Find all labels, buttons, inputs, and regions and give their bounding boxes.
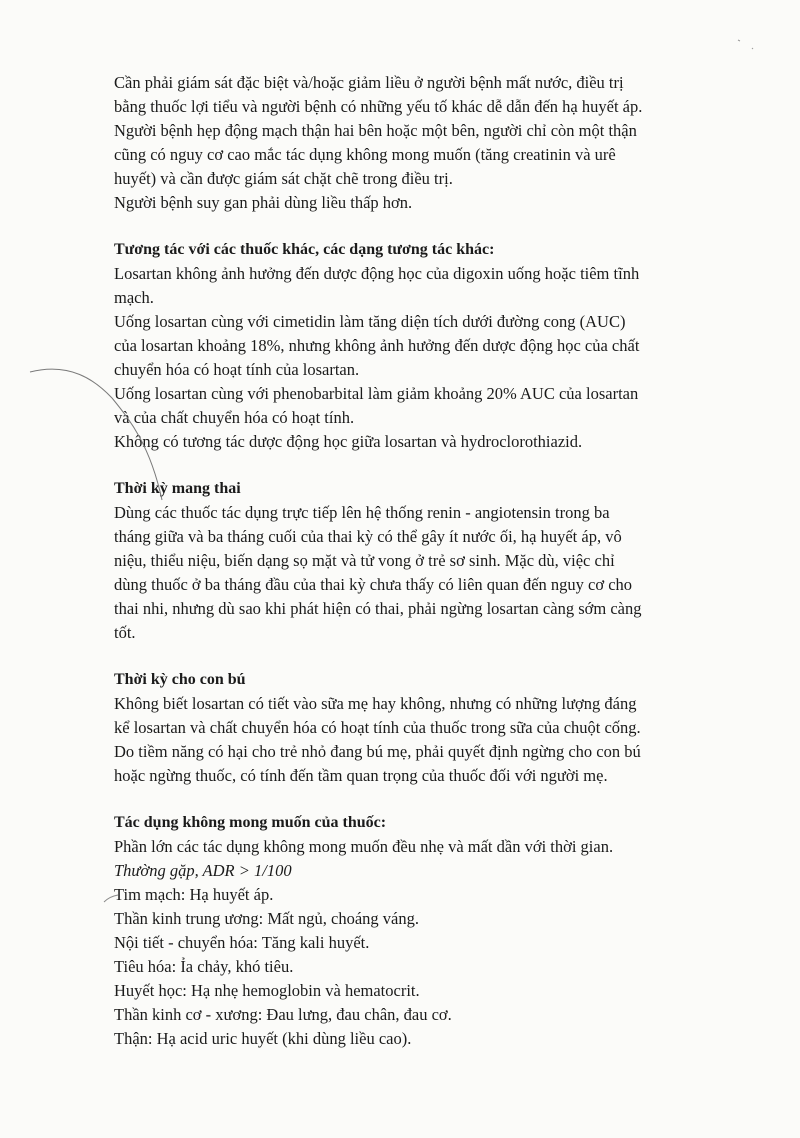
text-line: Do tiềm năng có hại cho trẻ nhỏ đang bú mẹ, phải quyết định ngừng cho con bú — [114, 742, 641, 761]
text-line: Người bệnh hẹp động mạch thận hai bên hoặc một bên, người chỉ còn một thận — [114, 121, 637, 140]
text-line: Không biết losartan có tiết vào sữa mẹ hay không, nhưng có những lượng đáng — [114, 694, 637, 713]
text-line: niệu, thiểu niệu, biến dạng sọ mặt và tử vong ở trẻ sơ sinh. Mặc dù, việc chỉ — [114, 551, 615, 570]
text-line: và của chất chuyển hóa có hoạt tính. — [114, 408, 355, 427]
text-line: mạch. — [114, 288, 154, 307]
text-line: bằng thuốc lợi tiểu và người bệnh có những yếu tố khác dễ dẫn đến hạ huyết áp. — [114, 97, 643, 116]
text-line: Phần lớn các tác dụng không mong muốn đều nhẹ và mất dần với thời gian. — [114, 837, 614, 856]
scan-specks — [738, 40, 753, 49]
section-heading: Tác dụng không mong muốn của thuốc: — [114, 814, 387, 831]
text-line: cũng có nguy cơ cao mắc tác dụng không mong muốn (tăng creatinin và urê — [114, 145, 616, 164]
text-line: hoặc ngừng thuốc, có tính đến tầm quan trọng của thuốc đối với người mẹ. — [114, 766, 608, 785]
text-line: chuyển hóa có hoạt tính của losartan. — [114, 360, 360, 379]
text-line: Uống losartan cùng với cimetidin làm tăng diện tích dưới đường cong (AUC) — [114, 312, 626, 331]
section-heading: Thời kỳ cho con bú — [114, 671, 246, 688]
text-line: dùng thuốc ở ba tháng đầu của thai kỳ chưa thấy có liên quan đến nguy cơ cho — [114, 575, 633, 594]
text-line: Thần kinh trung ương: Mất ngủ, choáng váng. — [114, 909, 419, 928]
text-line: của losartan khoảng 18%, nhưng không ảnh hưởng đến dược động học của chất — [114, 336, 640, 355]
text-line: kể losartan và chất chuyển hóa có hoạt tính của thuốc trong sữa của chuột cống. — [114, 718, 641, 737]
text-line: Dùng các thuốc tác dụng trực tiếp lên hệ thống renin - angiotensin trong ba — [114, 503, 610, 522]
text-line: Thường gặp, ADR > 1/100 — [114, 861, 292, 880]
text-line: tốt. — [114, 623, 136, 642]
text-line: Losartan không ảnh hưởng đến dược động học của digoxin uống hoặc tiêm tĩnh — [114, 264, 640, 283]
text-line: Người bệnh suy gan phải dùng liều thấp hơn. — [114, 193, 413, 212]
text-line: tháng giữa và ba tháng cuối của thai kỳ có thể gây ít nước ối, hạ huyết áp, vô — [114, 527, 622, 546]
text-line: huyết) và cần được giám sát chặt chẽ trong điều trị. — [114, 169, 453, 188]
text-line: Huyết học: Hạ nhẹ hemoglobin và hematocrit. — [114, 981, 420, 1000]
text-line: Không có tương tác dược động học giữa losartan và hydroclorothiazid. — [114, 432, 583, 451]
section-heading: Tương tác với các thuốc khác, các dạng tương tác khác: — [114, 241, 495, 258]
text-line: Cần phải giám sát đặc biệt và/hoặc giảm liều ở người bệnh mất nước, điều trị — [114, 73, 624, 92]
text-line: Uống losartan cùng với phenobarbital làm giảm khoảng 20% AUC của losartan — [114, 384, 639, 403]
section-heading: Thời kỳ mang thai — [114, 480, 241, 497]
text-line: Thận: Hạ acid uric huyết (khi dùng liều cao). — [114, 1029, 412, 1048]
text-line: Nội tiết - chuyển hóa: Tăng kali huyết. — [114, 933, 370, 952]
text-line: Tiêu hóa: Ỉa chảy, khó tiêu. — [114, 957, 294, 976]
text-line: Thần kinh cơ - xương: Đau lưng, đau chân, đau cơ. — [114, 1005, 452, 1024]
text-line: Tim mạch: Hạ huyết áp. — [114, 885, 274, 904]
text-line: thai nhi, nhưng dù sao khi phát hiện có thai, phải ngừng losartan càng sớm càng — [114, 599, 642, 618]
